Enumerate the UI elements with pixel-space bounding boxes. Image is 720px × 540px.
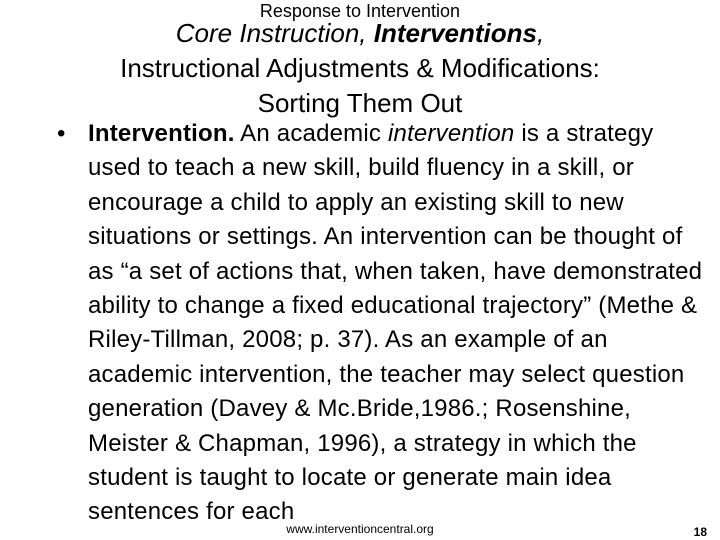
title-part-1: Core Instruction, [175, 18, 374, 48]
slide-title [20, 16, 700, 121]
title-part-3: , [537, 18, 545, 48]
title-line-2: Instructional Adjustments & Modifications: [120, 53, 600, 83]
title-part-2: Interventions [373, 18, 537, 48]
page-number: 18 [693, 525, 707, 539]
bullet-term: Intervention. [88, 120, 235, 147]
bullet-emphasis: intervention [387, 120, 515, 147]
bullet-paragraph [88, 117, 707, 530]
title-line-3: Sorting Them Out [257, 88, 463, 118]
footer-url: www.interventioncentral.org [286, 522, 434, 536]
bullet-list [57, 117, 707, 530]
bullet-text-1: An academic [234, 120, 388, 147]
bullet-text-2: is a strategy used to teach a new skill, build fluency in a skill, or encourage a child to apply an existing skill to new situations or settings. An intervention can be thought of as “a set of actions that, when taken, have demonstrated ability to change a fixed educational trajectory” (Methe & Riley-Tillman, 2008; p. 37). As an example of an academic intervention, the teacher may select question generation (Davey & Mc.Bride,1986.; Rosenshine, Meister & Chapman, 1996), a strategy in which the student is taught to locate or generate main idea sentences for each [88, 120, 703, 526]
bullet-marker: • [57, 120, 66, 147]
header-label: Response to Intervention [259, 1, 461, 21]
